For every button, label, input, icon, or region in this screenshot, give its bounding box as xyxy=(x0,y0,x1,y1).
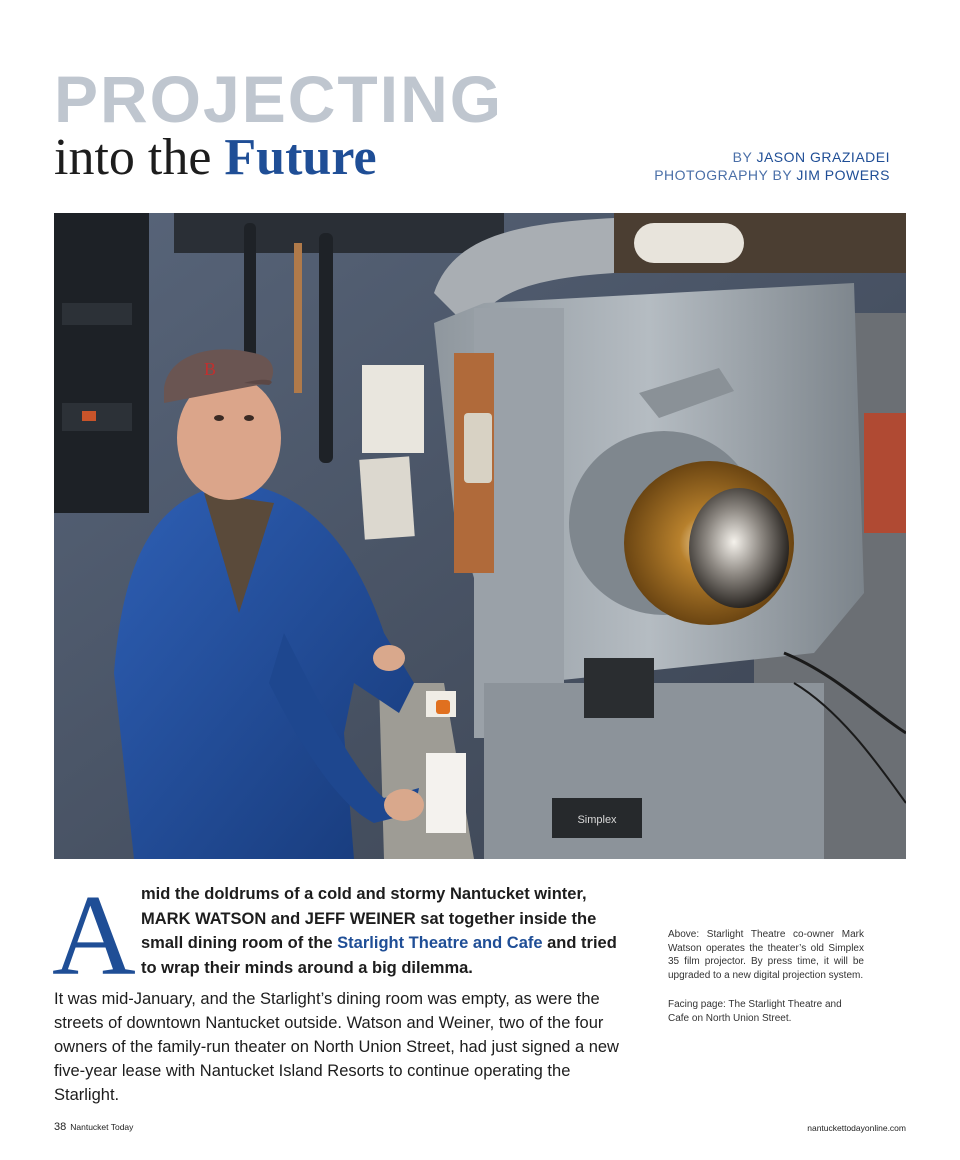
subheadline-prefix: into the xyxy=(54,129,212,186)
main-photo xyxy=(54,213,906,859)
byline xyxy=(654,148,890,184)
projector-plate-text: Simplex xyxy=(577,814,617,826)
subheadline-emphasis: Future xyxy=(224,129,377,186)
publication-name: Nantucket Today xyxy=(70,1122,134,1132)
website-url: nantuckettodayonline.com xyxy=(807,1123,906,1133)
headline: PROJECTING xyxy=(54,62,504,136)
lede-paragraph xyxy=(141,882,619,980)
subheadline xyxy=(54,129,377,186)
photo-credit xyxy=(654,166,890,184)
caption-above: Above: Starlight Theatre co-owner Mark Watson operates the theater’s old Simplex 35 film projector. By press time, it will be upgraded to a new digital projection system. xyxy=(668,929,864,981)
drop-cap: A xyxy=(52,872,136,1000)
cap-logo-glyph: B xyxy=(204,359,217,379)
author-name: JASON GRAZIADEI xyxy=(756,149,890,165)
author-credit xyxy=(654,148,890,166)
lede-text-2: and tried to wrap their minds around a big dilemma. xyxy=(141,934,617,977)
photo-label: PHOTOGRAPHY BY xyxy=(654,167,792,183)
author-label: BY xyxy=(732,149,753,165)
page-folio xyxy=(54,1121,133,1133)
body-paragraph: It was mid-January, and the Starlight’s dining room was empty, as were the streets of downtown Nantucket outside. Watson and Weiner, two of the four owners of the family-run theater on North Union Street, had just signed a new five-year lease with Nantucket Island Resorts to continue operating the Starlight. xyxy=(54,990,619,1104)
lede-highlight: Starlight Theatre and Cafe xyxy=(337,934,543,952)
caption-facing: Facing page: The Starlight Theatre and Cafe on North Union Street. xyxy=(668,999,842,1024)
page-number: 38 xyxy=(54,1121,67,1133)
lede-text-1: mid the doldrums of a cold and stormy Nantucket winter, MARK WATSON and JEFF WEINER sat together inside the small dining room of the xyxy=(141,885,597,952)
projector-photo-illustration xyxy=(54,213,906,859)
photographer-name: JIM POWERS xyxy=(796,167,890,183)
